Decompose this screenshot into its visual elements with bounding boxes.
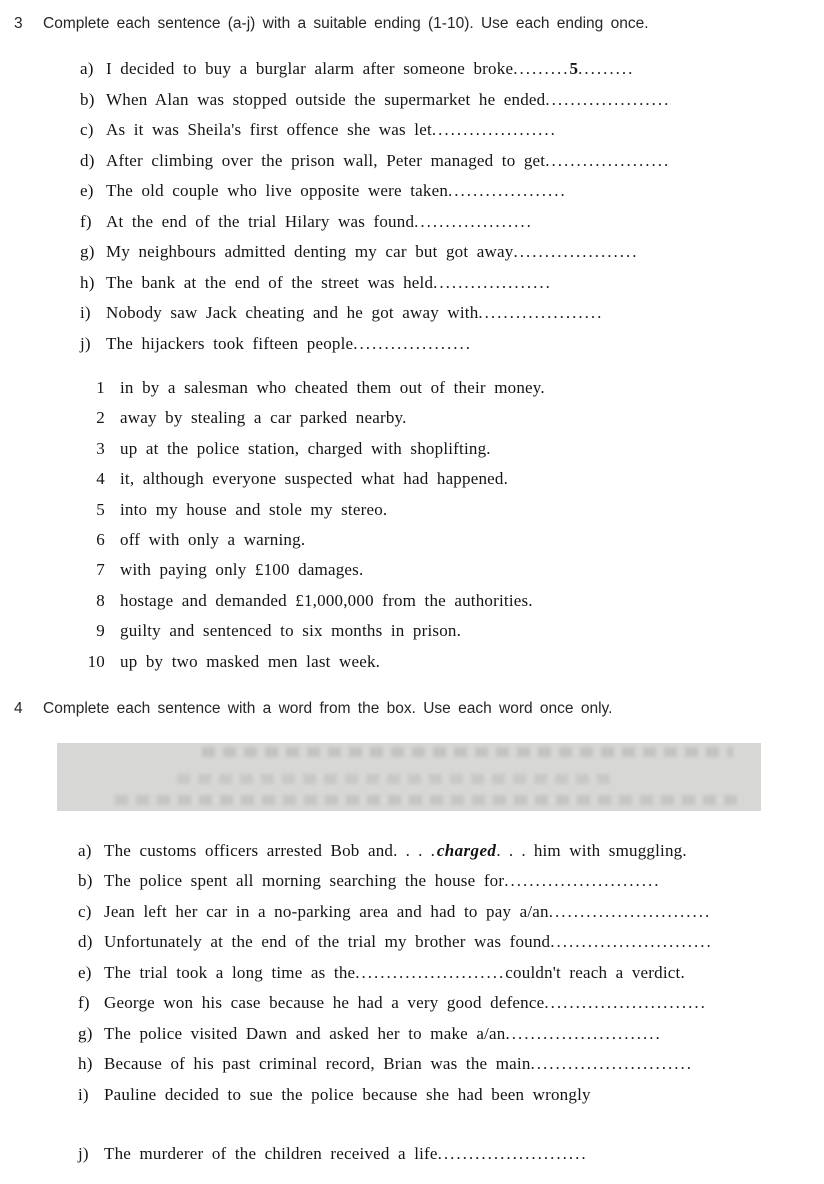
sentence-item bbox=[0, 302, 824, 333]
item-letter: g) bbox=[78, 1023, 93, 1043]
sentence-text: Jean left her car in a no-parking area and had to pay a/an bbox=[104, 901, 549, 921]
exercise-4-number: 4 bbox=[14, 699, 23, 717]
answer-blank: ........................ bbox=[355, 962, 506, 982]
handwritten-answer: charged bbox=[436, 840, 497, 860]
ending-item bbox=[0, 651, 824, 681]
ending-item bbox=[0, 529, 824, 559]
ending-number: 5 bbox=[96, 499, 105, 519]
ending-item bbox=[0, 590, 824, 620]
item-letter: b) bbox=[78, 871, 93, 891]
sentence-item bbox=[0, 870, 824, 901]
sentence-text: George won his case because he had a very good defence bbox=[104, 993, 545, 1013]
answer-blank: .................... bbox=[478, 303, 604, 322]
ending-text: away by stealing a car parked nearby. bbox=[120, 408, 407, 428]
sentence-text: Unfortunately at the end of the trial my brother was found bbox=[104, 932, 551, 952]
sentence-item bbox=[0, 840, 824, 871]
sentence-text: Nobody saw Jack cheating and he got away with bbox=[106, 303, 479, 322]
ending-number: 10 bbox=[87, 651, 105, 671]
answer-blank: ................... bbox=[448, 181, 567, 200]
sentence-item bbox=[0, 58, 824, 89]
sentence-item bbox=[0, 931, 824, 962]
answer-blank: .......................... bbox=[548, 901, 712, 921]
answer-blank: .......................... bbox=[530, 1054, 694, 1074]
item-letter: c) bbox=[78, 901, 92, 921]
item-letter: b) bbox=[80, 89, 95, 109]
ending-item bbox=[0, 438, 824, 468]
ending-number: 7 bbox=[96, 560, 105, 580]
answer-blank: ......................... bbox=[505, 1023, 662, 1043]
item-letter: j) bbox=[78, 1144, 89, 1164]
sentence-text: Pauline decided to sue the police because she had been wrongly bbox=[104, 1084, 591, 1104]
ending-number: 2 bbox=[96, 408, 105, 428]
ending-item bbox=[0, 407, 824, 437]
exercise-3-header bbox=[0, 0, 824, 34]
ending-number: 8 bbox=[96, 590, 105, 610]
sentence-text: The trial took a long time as the bbox=[104, 962, 356, 982]
sentence-text: The murderer of the children received a life bbox=[104, 1144, 438, 1164]
item-letter: h) bbox=[78, 1054, 93, 1074]
sentence-item bbox=[0, 1023, 824, 1054]
word-box bbox=[57, 743, 761, 811]
page-bleed-through-artifact bbox=[177, 774, 611, 784]
sentence-item bbox=[0, 272, 824, 303]
item-letter: i) bbox=[78, 1084, 89, 1104]
answer-blank: .................... bbox=[431, 120, 557, 139]
sentence-item bbox=[0, 1143, 824, 1174]
ending-item bbox=[0, 499, 824, 529]
sentence-text: The police spent all morning searching the house for bbox=[104, 871, 505, 891]
sentence-item bbox=[0, 1084, 824, 1115]
sentence-item bbox=[0, 180, 824, 211]
answer-blank: .......................... bbox=[544, 993, 707, 1013]
answer-blank: . . . . bbox=[393, 840, 437, 860]
item-letter: e) bbox=[80, 181, 94, 200]
exercise-3-instruction: Complete each sentence (a-j) with a suitable ending (1-10). Use each ending once. bbox=[43, 15, 649, 32]
ending-text: hostage and demanded £1,000,000 from the authorities. bbox=[120, 590, 533, 610]
item-letter: c) bbox=[80, 120, 94, 139]
item-letter: a) bbox=[80, 59, 94, 78]
item-letter: a) bbox=[78, 840, 92, 860]
ending-text: it, although everyone suspected what had happened. bbox=[120, 469, 509, 489]
ending-number: 9 bbox=[96, 621, 105, 641]
sentence-text: The police visited Dawn and asked her to make a/an bbox=[104, 1023, 506, 1043]
sentence-item bbox=[0, 89, 824, 120]
sentence-item bbox=[0, 1053, 824, 1084]
answer-blank: ................... bbox=[353, 333, 473, 353]
answer-blank: .................... bbox=[513, 242, 639, 261]
answer-blank: ................... bbox=[433, 272, 552, 292]
ending-text: up at the police station, charged with shoplifting. bbox=[120, 438, 491, 458]
ending-number: 6 bbox=[96, 529, 105, 549]
ending-item bbox=[0, 468, 824, 498]
item-letter: f) bbox=[80, 211, 92, 231]
page-bleed-through-artifact bbox=[202, 747, 733, 757]
answer-blank: ................... bbox=[414, 211, 533, 231]
ending-item bbox=[0, 559, 824, 589]
sentence-item bbox=[0, 333, 824, 364]
answer-blank: .......................... bbox=[550, 932, 713, 952]
sentence-item bbox=[0, 962, 824, 993]
exercise-3-number: 3 bbox=[14, 15, 23, 32]
ending-item bbox=[0, 377, 824, 407]
exercise-4-sentences bbox=[0, 840, 824, 1174]
item-letter: h) bbox=[80, 272, 95, 292]
sentence-item bbox=[0, 901, 824, 932]
handwritten-answer: 5 bbox=[569, 59, 579, 78]
sentence-item bbox=[0, 992, 824, 1023]
ending-number: 1 bbox=[96, 378, 105, 397]
item-letter: d) bbox=[78, 932, 93, 952]
answer-blank: .................... bbox=[545, 150, 671, 170]
answer-blank: ........................ bbox=[437, 1144, 588, 1164]
sentence-text: I decided to buy a burglar alarm after someone broke bbox=[106, 59, 514, 78]
answer-blank: ......................... bbox=[504, 871, 661, 891]
sentence-text: After climbing over the prison wall, Peter managed to get bbox=[106, 150, 546, 170]
exercise-3-sentences bbox=[0, 58, 824, 363]
ending-text: off with only a warning. bbox=[120, 529, 306, 549]
exercise-3-endings-list bbox=[0, 377, 824, 681]
sentence-text: As it was Sheila's first offence she was let bbox=[106, 120, 432, 139]
ending-item bbox=[0, 620, 824, 650]
item-letter: g) bbox=[80, 242, 95, 261]
answer-blank: . . . bbox=[496, 840, 534, 860]
item-letter: i) bbox=[80, 303, 91, 322]
ending-number: 3 bbox=[96, 438, 105, 458]
ending-text: up by two masked men last week. bbox=[120, 651, 381, 671]
ending-number: 4 bbox=[96, 469, 105, 489]
sentence-text: The old couple who live opposite were taken bbox=[106, 181, 449, 200]
item-letter: f) bbox=[78, 993, 90, 1013]
sentence-text: The customs officers arrested Bob and bbox=[104, 840, 394, 860]
item-letter: j) bbox=[80, 333, 91, 353]
sentence-text: When Alan was stopped outside the supermarket he ended bbox=[106, 89, 546, 109]
page-bleed-through-artifact bbox=[115, 795, 743, 805]
sentence-text: The bank at the end of the street was held bbox=[106, 272, 434, 292]
ending-text: guilty and sentenced to six months in prison. bbox=[120, 621, 462, 641]
item-letter: e) bbox=[78, 962, 92, 982]
sentence-text: The hijackers took fifteen people bbox=[106, 333, 354, 353]
item-letter: d) bbox=[80, 150, 95, 170]
sentence-item bbox=[0, 119, 824, 150]
sentence-text: Because of his past criminal record, Brian was the main bbox=[104, 1054, 531, 1074]
ending-text: with paying only £100 damages. bbox=[120, 560, 364, 580]
sentence-item bbox=[0, 150, 824, 181]
sentence-item bbox=[0, 241, 824, 272]
sentence-text: At the end of the trial Hilary was found bbox=[106, 211, 415, 231]
exercise-4-header bbox=[0, 699, 824, 719]
ending-text: into my house and stole my stereo. bbox=[120, 499, 388, 519]
answer-blank: ......... bbox=[513, 59, 570, 78]
sentence-text: couldn't reach a verdict. bbox=[505, 962, 685, 982]
sentence-item bbox=[0, 211, 824, 242]
sentence-text: My neighbours admitted denting my car but got away bbox=[106, 242, 514, 261]
ending-text: in by a salesman who cheated them out of their money. bbox=[120, 378, 545, 397]
exercise-4-instruction: Complete each sentence with a word from the box. Use each word once only. bbox=[43, 699, 613, 717]
answer-blank: ......... bbox=[578, 59, 635, 78]
answer-blank: .................... bbox=[545, 89, 671, 109]
sentence-text: him with smuggling. bbox=[533, 840, 687, 860]
